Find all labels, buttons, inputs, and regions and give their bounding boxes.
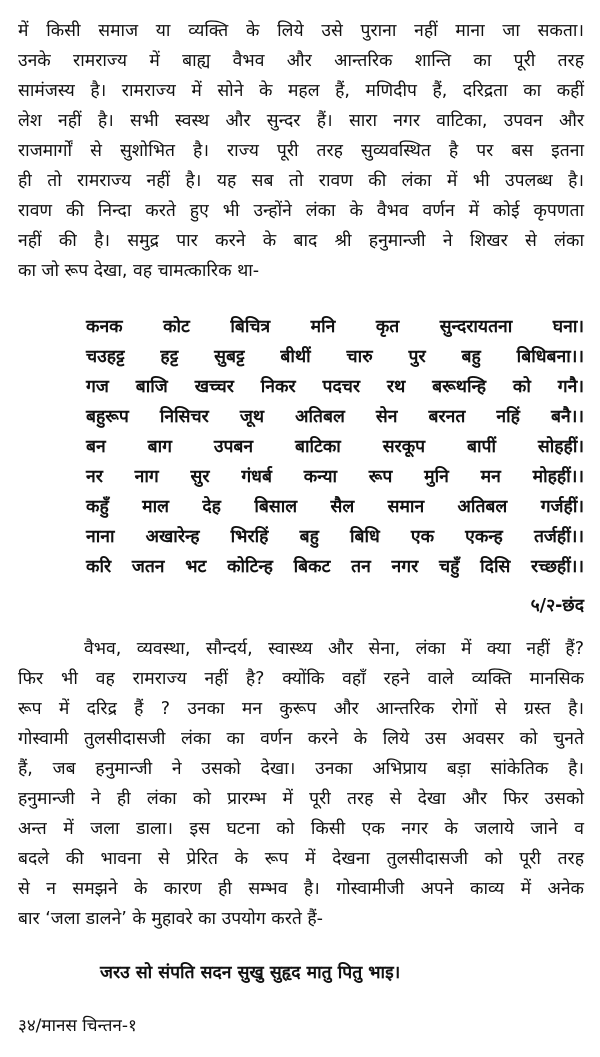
- text-line: हनुमान्जी ने ही लंका को प्रारम्भ में पूरी तरह से देखा और फिर उसको: [18, 789, 584, 809]
- verse-line: नर नाग सुर गंधर्ब कन्या रूप मुनि मन मोहहीं।।: [86, 467, 584, 487]
- text-line: अन्त में जला डाला। इस घटना को किसी एक नगर के जलाये जाने व: [18, 819, 584, 839]
- text-line: ही तो रामराज्य नहीं है। यह सब तो रावण की लंका में भी उपलब्ध है।: [18, 171, 584, 191]
- text-line: में किसी समाज या व्यक्ति के लिये उसे पुराना नहीं माना जा सकता।: [18, 21, 584, 41]
- verse-line: बन बाग उपबन बाटिका सरकूप बापीं सोहहीं।: [86, 437, 584, 457]
- verse-line: कहुँ माल देह बिसाल सैल समान अतिबल गर्जहीं।: [86, 497, 584, 517]
- verse-line: नाना अखारेन्ह भिरहिं बहु बिधि एक एकन्ह तर्जहीं।।: [86, 527, 584, 547]
- verse-line: गज बाजि खच्चर निकर पदचर रथ बरूथन्हि को गनै।: [86, 377, 584, 397]
- text-line: सामंजस्य है। रामराज्य में सोने के महल हैं, मणिदीप हैं, दरिद्रता का कहीं: [18, 81, 584, 101]
- text-line: फिर भी वह रामराज्य नहीं है? क्योंकि वहाँ रहने वाले व्यक्ति मानसिक: [18, 669, 584, 689]
- verse-line: बहुरूप निसिचर जूथ अतिबल सेन बरनत नहिं बनै।।: [86, 407, 584, 427]
- verse-line: करि जतन भट कोटिन्ह बिकट तन नगर चहुँ दिसि रच्छहीं।।: [86, 557, 584, 577]
- text-line: रूप में दरिद्र हैं ? उनका मन कुरूप और आन्तरिक रोगों से ग्रस्त है।: [18, 699, 584, 719]
- text-line: लेश नहीं है। सभी स्वस्थ और सुन्दर हैं। सारा नगर वाटिका, उपवन और: [18, 111, 584, 131]
- text-line: का जो रूप देखा, वह चामत्कारिक था-: [18, 261, 260, 281]
- text-line: से न समझने के कारण ही सम्भव है। गोस्वामीजी अपने काव्य में अनेक: [18, 879, 584, 899]
- text-line: नहीं की है। समुद्र पार करने के बाद श्री हनुमान्जी ने शिखर से लंका: [18, 231, 584, 251]
- text-line: उनके रामराज्य में बाह्य वैभव और आन्तरिक शान्ति का पूरी तरह: [18, 51, 584, 71]
- paragraph-lanka: [18, 634, 584, 934]
- text-line: बदले की भावना से प्रेरित के रूप में देखना तुलसीदासजी को पूरी तरह: [18, 849, 584, 869]
- text-line: हैं, जब हनुमान्जी ने उसको देखा। उनका अभिप्राय बड़ा सांकेतिक है।: [18, 759, 584, 779]
- closing-verse: जरउ सो संपति सदन सुखु सुहृद मातु पितु भाइ।: [100, 963, 401, 983]
- text-line: बार ‘जला डालने’ के मुहावरे का उपयोग करते हैं-: [18, 909, 323, 929]
- verse-line: चउहट्ट हट्ट सुबट्ट बीथीं चारु पुर बहु बिधिबना।।: [86, 347, 584, 367]
- verse-chhand: [86, 312, 584, 582]
- page-footer: ३४/मानस चिन्तन-१: [18, 1016, 137, 1036]
- text-line: वैभव, व्यवस्था, सौन्दर्य, स्वास्थ्य और सेना, लंका में क्या नहीं हैं?: [84, 639, 584, 659]
- text-line: राजमार्गों से सुशोभित है। राज्य पूरी तरह सुव्यवस्थित है पर बस इतना: [18, 141, 584, 161]
- text-line: गोस्वामी तुलसीदासजी लंका का वर्णन करने के लिये उस अवसर को चुनते: [18, 729, 584, 749]
- verse-reference: ५/२-छंद: [530, 596, 584, 616]
- verse-line: कनक कोट बिचित्र मनि कृत सुन्दरायतना घना।: [86, 317, 584, 337]
- text-line: रावण की निन्दा करते हुए भी उन्होंने लंका के वैभव वर्णन में कोई कृपणता: [18, 201, 584, 221]
- paragraph-ramrajya: [18, 16, 584, 286]
